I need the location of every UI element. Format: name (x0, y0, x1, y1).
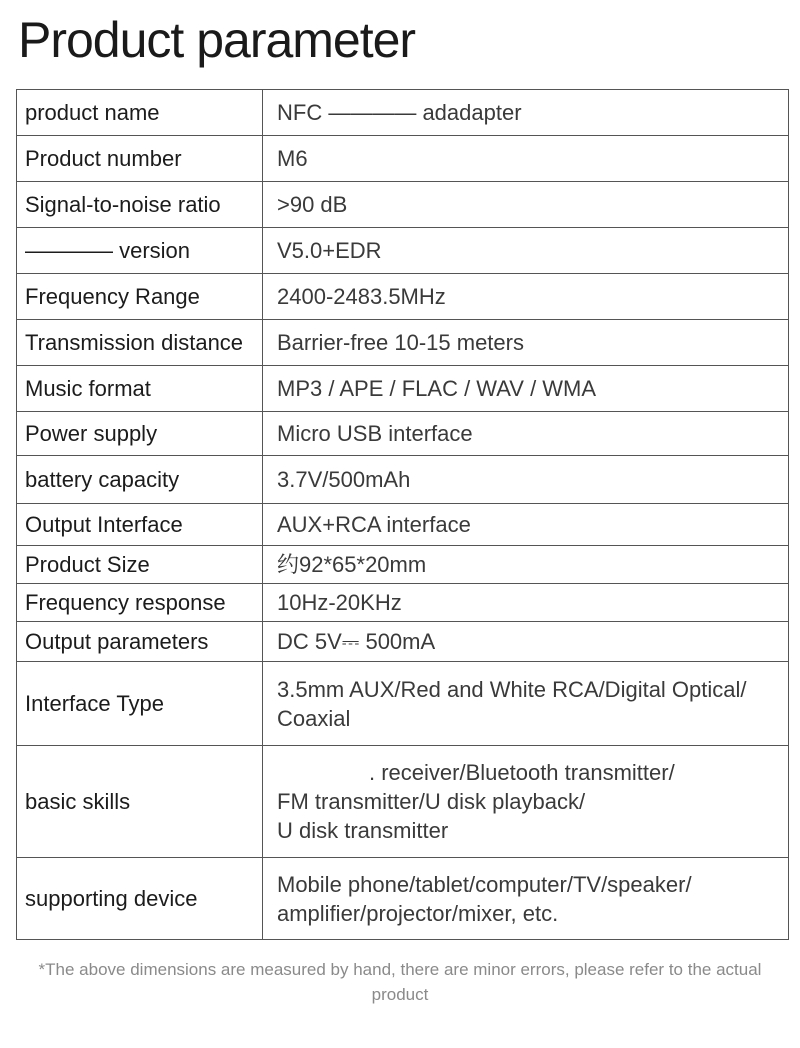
value-line: U disk transmitter (277, 818, 449, 843)
row-value: >90 dB (263, 182, 789, 228)
table-row (17, 858, 789, 940)
value-line: FM transmitter/U disk playback/ (277, 789, 586, 814)
table-row (17, 412, 789, 456)
footnote: *The above dimensions are measured by hand, there are minor errors, please refer to the actual product (38, 960, 762, 1004)
row-value: NFC ———— adadapter (263, 90, 789, 136)
row-label: Interface Type (17, 662, 263, 746)
row-label: battery capacity (17, 456, 263, 504)
table-row (17, 546, 789, 584)
value-line: amplifier/projector/mixer, etc. (277, 900, 559, 926)
row-label: product name (17, 90, 263, 136)
table-row (17, 456, 789, 504)
table-row (17, 182, 789, 228)
row-label: Output parameters (17, 622, 263, 662)
row-value-multiline (263, 746, 789, 858)
row-value: AUX+RCA interface (263, 504, 789, 546)
row-label: Product Size (17, 546, 263, 584)
row-label: Frequency Range (17, 274, 263, 320)
table-row (17, 228, 789, 274)
row-value: M6 (263, 136, 789, 182)
table-row (17, 662, 789, 746)
page-title: Product parameter (18, 12, 416, 68)
row-value: Barrier-free 10-15 meters (263, 320, 789, 366)
table-row (17, 90, 789, 136)
row-value: 2400-2483.5MHz (263, 274, 789, 320)
row-value: 约92*65*20mm (263, 546, 789, 584)
row-value-multiline (263, 662, 789, 746)
row-label: Power supply (17, 412, 263, 456)
row-label: Transmission distance (17, 320, 263, 366)
value-line: Coaxial (277, 705, 351, 731)
table-row (17, 504, 789, 546)
row-label: Music format (17, 366, 263, 412)
table-row (17, 622, 789, 662)
table-row (17, 584, 789, 622)
spec-table (16, 89, 789, 940)
row-label: Output Interface (17, 504, 263, 546)
row-label: Product number (17, 136, 263, 182)
row-label: supporting device (17, 858, 263, 940)
row-value-multiline (263, 858, 789, 940)
row-label: Frequency response (17, 584, 263, 622)
value-line: Mobile phone/tablet/computer/TV/speaker/ (277, 871, 692, 897)
row-value: V5.0+EDR (263, 228, 789, 274)
row-label: Signal-to-noise ratio (17, 182, 263, 228)
table-row (17, 274, 789, 320)
value-line: 3.5mm AUX/Red and White RCA/Digital Optical/ (277, 676, 747, 702)
row-label: basic skills (17, 746, 263, 858)
value-line: . receiver/Bluetooth transmitter/ (369, 760, 675, 785)
table-row (17, 320, 789, 366)
row-value: MP3 / APE / FLAC / WAV / WMA (263, 366, 789, 412)
table-row (17, 366, 789, 412)
row-value: 3.7V/500mAh (263, 456, 789, 504)
table-row (17, 136, 789, 182)
row-value: Micro USB interface (263, 412, 789, 456)
row-label: ———— version (17, 228, 263, 274)
row-value: 10Hz-20KHz (263, 584, 789, 622)
table-row (17, 746, 789, 858)
row-value: DC 5V⎓ 500mA (263, 622, 789, 662)
